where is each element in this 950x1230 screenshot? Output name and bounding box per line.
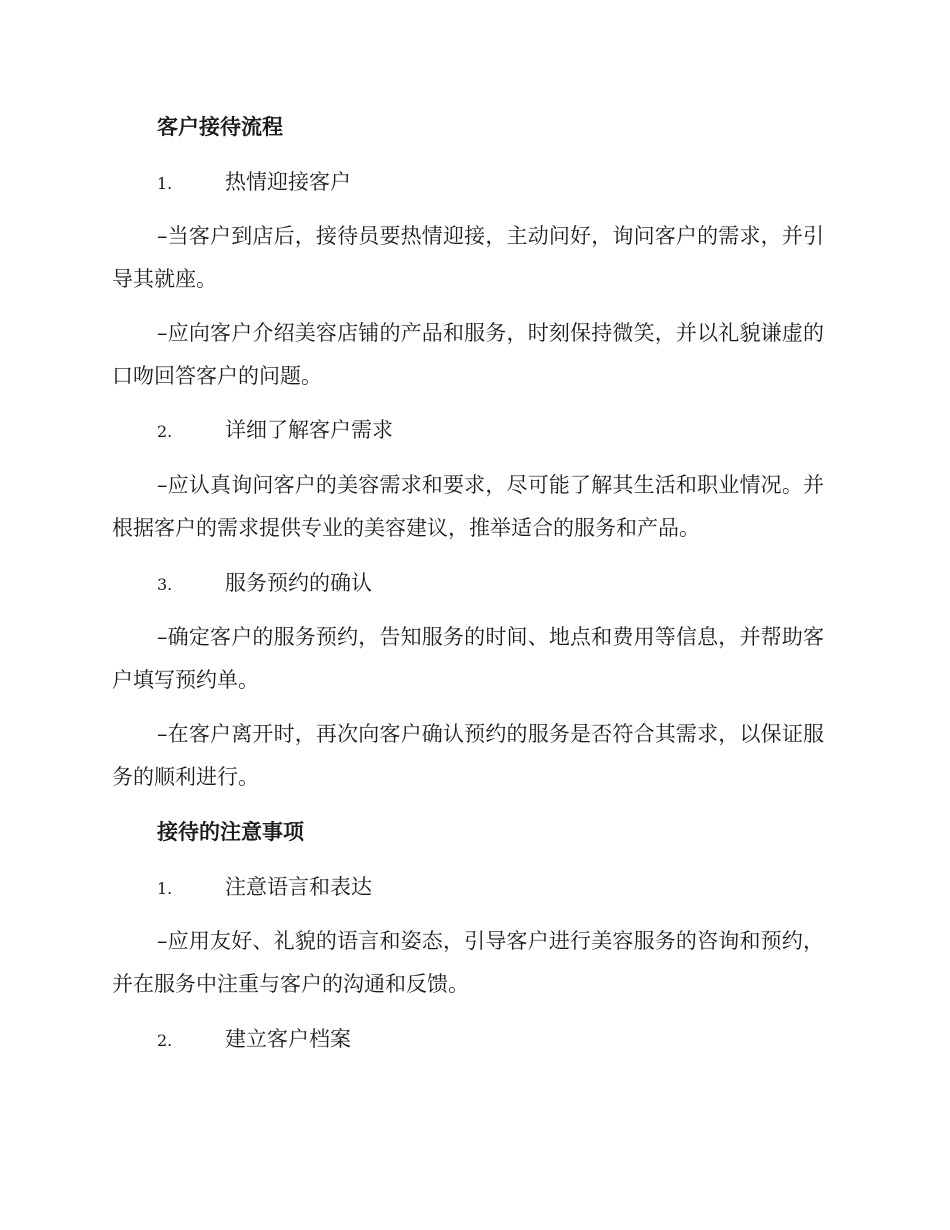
- list-item-title: 热情迎接客户: [225, 170, 351, 194]
- paragraph: –确定客户的服务预约，告知服务的时间、地点和费用等信息，并帮助客户填写预约单。: [112, 625, 824, 692]
- paragraph: –应向客户介绍美容店铺的产品和服务，时刻保持微笑，并以礼貌谦虚的口吻回答客户的问题。: [112, 321, 824, 388]
- list-item: [157, 415, 393, 447]
- paragraph: –在客户离开时，再次向客户确认预约的服务是否符合其需求，以保证服务的顺利进行。: [112, 722, 824, 789]
- list-item: [157, 1024, 351, 1056]
- list-number: 2.: [157, 422, 173, 441]
- list-item: [157, 167, 351, 199]
- list-item-title: 详细了解客户需求: [225, 418, 393, 442]
- paragraph: –当客户到店后，接待员要热情迎接，主动问好，询问客户的需求，并引导其就座。: [112, 224, 824, 291]
- section-heading: 客户接待流程: [157, 114, 283, 139]
- list-item-title: 注意语言和表达: [225, 875, 372, 899]
- section-heading: 接待的注意事项: [157, 819, 304, 844]
- list-number: 3.: [157, 575, 173, 594]
- list-item-title: 服务预约的确认: [225, 571, 372, 595]
- list-item: [157, 568, 372, 600]
- list-number: 1.: [157, 879, 173, 898]
- list-number: 1.: [157, 174, 173, 193]
- paragraph: –应认真询问客户的美容需求和要求，尽可能了解其生活和职业情况。并根据客户的需求提供专业的美容建议，推举适合的服务和产品。: [112, 473, 824, 540]
- list-item: [157, 872, 372, 904]
- list-number: 2.: [157, 1031, 173, 1050]
- paragraph: –应用友好、礼貌的语言和姿态，引导客户进行美容服务的咨询和预约，并在服务中注重与客户的沟通和反馈。: [112, 929, 824, 996]
- list-item-title: 建立客户档案: [225, 1027, 351, 1051]
